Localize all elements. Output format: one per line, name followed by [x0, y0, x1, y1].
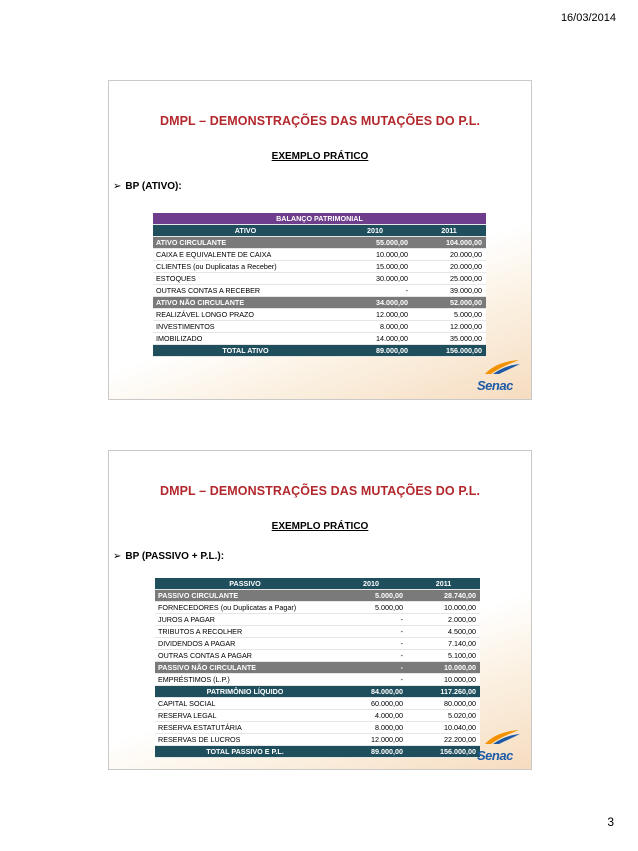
- table-row: [153, 321, 486, 333]
- value-2010: 5.000,00: [335, 590, 407, 602]
- value-2011: 10.000,00: [407, 674, 480, 686]
- slide-1: [108, 80, 532, 400]
- table-row: [153, 345, 486, 357]
- value-2011: 4.500,00: [407, 626, 480, 638]
- value-2011: 35.000,00: [412, 333, 486, 345]
- table-row: [155, 626, 480, 638]
- value-2011: 52.000,00: [412, 297, 486, 309]
- value-2010: 84.000,00: [335, 686, 407, 698]
- table-row: [153, 309, 486, 321]
- row-label: RESERVAS DE LUCROS: [155, 734, 335, 746]
- value-2011: 117.260,00: [407, 686, 480, 698]
- column-header: 2011: [412, 225, 486, 237]
- table-row: [155, 710, 480, 722]
- row-label: TOTAL PASSIVO E P.L.: [155, 746, 335, 758]
- logo-text: Senac: [477, 378, 513, 393]
- arrow-bullet-icon: ➢: [113, 181, 122, 192]
- table-row: [153, 285, 486, 297]
- table-row: [153, 333, 486, 345]
- value-2010: 8.000,00: [335, 722, 407, 734]
- value-2011: 10.000,00: [407, 662, 480, 674]
- value-2011: 5.000,00: [412, 309, 486, 321]
- value-2010: 5.000,00: [335, 602, 407, 614]
- row-label: PATRIMÔNIO LÍQUIDO: [155, 686, 335, 698]
- value-2011: 25.000,00: [412, 273, 486, 285]
- table-row: [155, 602, 480, 614]
- row-label: FORNECEDORES (ou Duplicatas a Pagar): [155, 602, 335, 614]
- swoosh-icon: [483, 359, 521, 375]
- value-2011: 39.000,00: [412, 285, 486, 297]
- bullet-text: BP (ATIVO):: [125, 181, 182, 192]
- row-label: DIVIDENDOS A PAGAR: [155, 638, 335, 650]
- value-2010: 30.000,00: [338, 273, 412, 285]
- senac-logo: [477, 729, 521, 763]
- row-label: CAIXA E EQUIVALENTE DE CAIXA: [153, 249, 338, 261]
- table-row: [155, 614, 480, 626]
- row-label: TOTAL ATIVO: [153, 345, 338, 357]
- bullet-item: [113, 181, 182, 192]
- row-label: ATIVO CIRCULANTE: [153, 237, 338, 249]
- value-2010: 12.000,00: [335, 734, 407, 746]
- table-row: [153, 261, 486, 273]
- value-2011: 20.000,00: [412, 249, 486, 261]
- slide-title: DMPL – DEMONSTRAÇÕES DAS MUTAÇÕES DO P.L.: [159, 114, 481, 128]
- column-header: 2010: [338, 225, 412, 237]
- bullet-item: [113, 551, 224, 562]
- table-row: [153, 237, 486, 249]
- bullet-text: BP (PASSIVO + P.L.):: [125, 551, 225, 562]
- table-row: [155, 686, 480, 698]
- value-2011: 5.100,00: [407, 650, 480, 662]
- table-row: [155, 674, 480, 686]
- row-label: PASSIVO CIRCULANTE: [155, 590, 335, 602]
- row-label: ESTOQUES: [153, 273, 338, 285]
- value-2010: 55.000,00: [338, 237, 412, 249]
- value-2011: 156.000,00: [407, 746, 480, 758]
- row-label: TRIBUTOS A RECOLHER: [155, 626, 335, 638]
- table-row: [153, 297, 486, 309]
- row-label: PASSIVO NÃO CIRCULANTE: [155, 662, 335, 674]
- value-2011: 22.200,00: [407, 734, 480, 746]
- logo-text: Senac: [477, 748, 513, 763]
- senac-logo: [477, 359, 521, 393]
- table-row: [155, 734, 480, 746]
- value-2011: 104.000,00: [412, 237, 486, 249]
- table-title: BALANÇO PATRIMONIAL: [153, 213, 486, 225]
- page-date: 16/03/2014: [560, 12, 616, 24]
- swoosh-icon: [483, 729, 521, 745]
- value-2010: 60.000,00: [335, 698, 407, 710]
- value-2010: 14.000,00: [338, 333, 412, 345]
- slide-subtitle: EXEMPLO PRÁTICO: [271, 151, 369, 162]
- table-header-row: [155, 578, 480, 590]
- balance-sheet-liabilities-table: [155, 578, 480, 758]
- column-header: 2010: [335, 578, 407, 590]
- value-2010: -: [335, 650, 407, 662]
- value-2011: 12.000,00: [412, 321, 486, 333]
- row-label: ATIVO NÃO CIRCULANTE: [153, 297, 338, 309]
- row-label: REALIZÁVEL LONGO PRAZO: [153, 309, 338, 321]
- row-label: RESERVA LEGAL: [155, 710, 335, 722]
- value-2010: -: [335, 626, 407, 638]
- value-2011: 28.740,00: [407, 590, 480, 602]
- table-row: [155, 746, 480, 758]
- value-2011: 5.020,00: [407, 710, 480, 722]
- column-header: ATIVO: [153, 225, 338, 237]
- value-2010: 12.000,00: [338, 309, 412, 321]
- row-label: RESERVA ESTATUTÁRIA: [155, 722, 335, 734]
- value-2010: -: [335, 674, 407, 686]
- value-2011: 80.000,00: [407, 698, 480, 710]
- slide-2: [108, 450, 532, 770]
- row-label: JUROS A PAGAR: [155, 614, 335, 626]
- row-label: IMOBILIZADO: [153, 333, 338, 345]
- table-row: [155, 722, 480, 734]
- table-row: [155, 650, 480, 662]
- slide-subtitle: EXEMPLO PRÁTICO: [271, 521, 369, 532]
- value-2011: 20.000,00: [412, 261, 486, 273]
- value-2010: -: [338, 285, 412, 297]
- table-row: [153, 249, 486, 261]
- table-row: [155, 698, 480, 710]
- value-2010: 89.000,00: [335, 746, 407, 758]
- value-2010: 8.000,00: [338, 321, 412, 333]
- table-row: [153, 273, 486, 285]
- value-2010: -: [335, 662, 407, 674]
- value-2010: 15.000,00: [338, 261, 412, 273]
- value-2011: 7.140,00: [407, 638, 480, 650]
- row-label: OUTRAS CONTAS A RECEBER: [153, 285, 338, 297]
- arrow-bullet-icon: ➢: [113, 551, 122, 562]
- row-label: CLIENTES (ou Duplicatas a Receber): [153, 261, 338, 273]
- balance-sheet-assets-table: [153, 213, 486, 357]
- slide-title: DMPL – DEMONSTRAÇÕES DAS MUTAÇÕES DO P.L.: [159, 484, 481, 498]
- value-2011: 10.040,00: [407, 722, 480, 734]
- value-2010: 89.000,00: [338, 345, 412, 357]
- column-header: PASSIVO: [155, 578, 335, 590]
- value-2010: 4.000,00: [335, 710, 407, 722]
- value-2011: 2.000,00: [407, 614, 480, 626]
- table-row: [155, 638, 480, 650]
- value-2010: 10.000,00: [338, 249, 412, 261]
- value-2010: -: [335, 614, 407, 626]
- value-2010: -: [335, 638, 407, 650]
- row-label: INVESTIMENTOS: [153, 321, 338, 333]
- value-2011: 10.000,00: [407, 602, 480, 614]
- table-row: [155, 662, 480, 674]
- table-header-row: [153, 225, 486, 237]
- page-number: 3: [607, 815, 614, 829]
- value-2010: 34.000,00: [338, 297, 412, 309]
- value-2011: 156.000,00: [412, 345, 486, 357]
- column-header: 2011: [407, 578, 480, 590]
- row-label: OUTRAS CONTAS A PAGAR: [155, 650, 335, 662]
- table-title-row: [153, 213, 486, 225]
- row-label: CAPITAL SOCIAL: [155, 698, 335, 710]
- table-row: [155, 590, 480, 602]
- row-label: EMPRÉSTIMOS (L.P.): [155, 674, 335, 686]
